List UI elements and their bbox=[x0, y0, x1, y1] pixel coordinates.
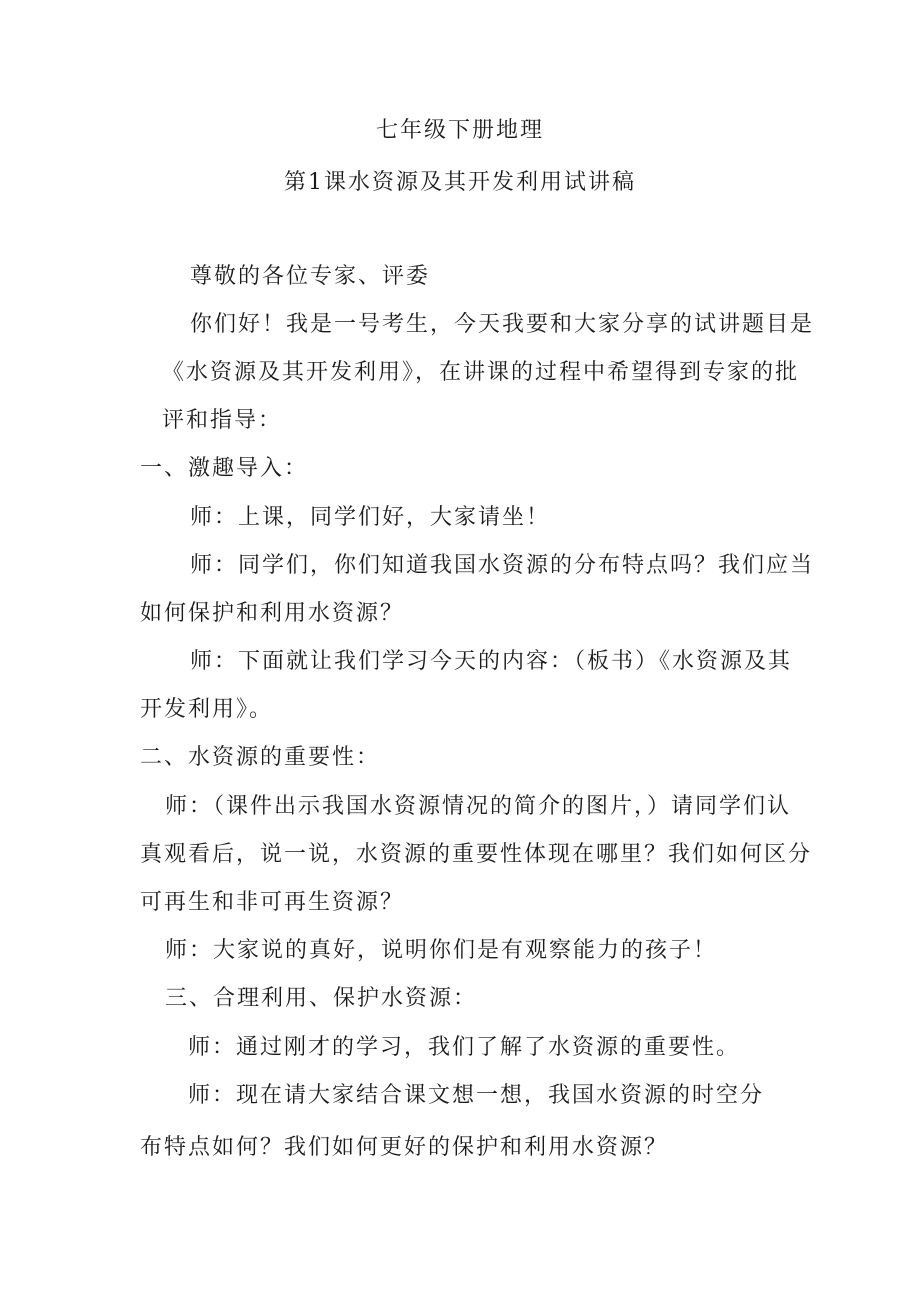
paragraph-line: 师：下面就让我们学习今天的内容：（板书）《水资源及其 bbox=[190, 649, 793, 674]
section-heading: 二、水资源的重要性： bbox=[140, 745, 381, 770]
paragraph-line: 师：现在请大家结合课文想一想，我国水资源的时空分 bbox=[188, 1083, 765, 1108]
paragraph-line: 评和指导： bbox=[162, 408, 283, 433]
document-title: 七年级下册地理 bbox=[375, 118, 544, 143]
paragraph-line: 真观看后，说一说，水资源的重要性体现在哪里？我们如何区分 bbox=[140, 842, 813, 867]
document-subtitle: 第1课水资源及其开发利用试讲稿 bbox=[284, 170, 636, 195]
paragraph-line: 如何保护和利用水资源？ bbox=[140, 601, 405, 626]
paragraph-line: 《水资源及其开发利用》，在讲课的过程中希望得到专家的批 bbox=[162, 360, 800, 385]
paragraph-line: 师：（课件出示我国水资源情况的简介的图片，）请同学们认 bbox=[165, 794, 792, 819]
paragraph-line: 师：通过刚才的学习，我们了解了水资源的重要性。 bbox=[188, 1035, 741, 1060]
paragraph-line: 师：上课，同学们好，大家请坐！ bbox=[190, 505, 551, 530]
paragraph-line: 布特点如何？我们如何更好的保护和利用水资源？ bbox=[140, 1135, 669, 1160]
paragraph-line: 师：同学们，你们知道我国水资源的分布特点吗？我们应当 bbox=[190, 553, 815, 578]
paragraph-line: 可再生和非可再生资源？ bbox=[140, 890, 405, 915]
section-heading: 三、合理利用、保护水资源： bbox=[165, 986, 478, 1011]
paragraph-line: 开发利用》。 bbox=[140, 697, 274, 722]
paragraph-line: 你们好！我是一号考生，今天我要和大家分享的试讲题目是 bbox=[190, 312, 815, 337]
paragraph-line: 师：大家说的真好，说明你们是有观察能力的孩子！ bbox=[165, 938, 718, 963]
paragraph-line: 尊敬的各位专家、评委 bbox=[190, 264, 431, 289]
section-heading: 一、激趣导入： bbox=[140, 456, 309, 481]
